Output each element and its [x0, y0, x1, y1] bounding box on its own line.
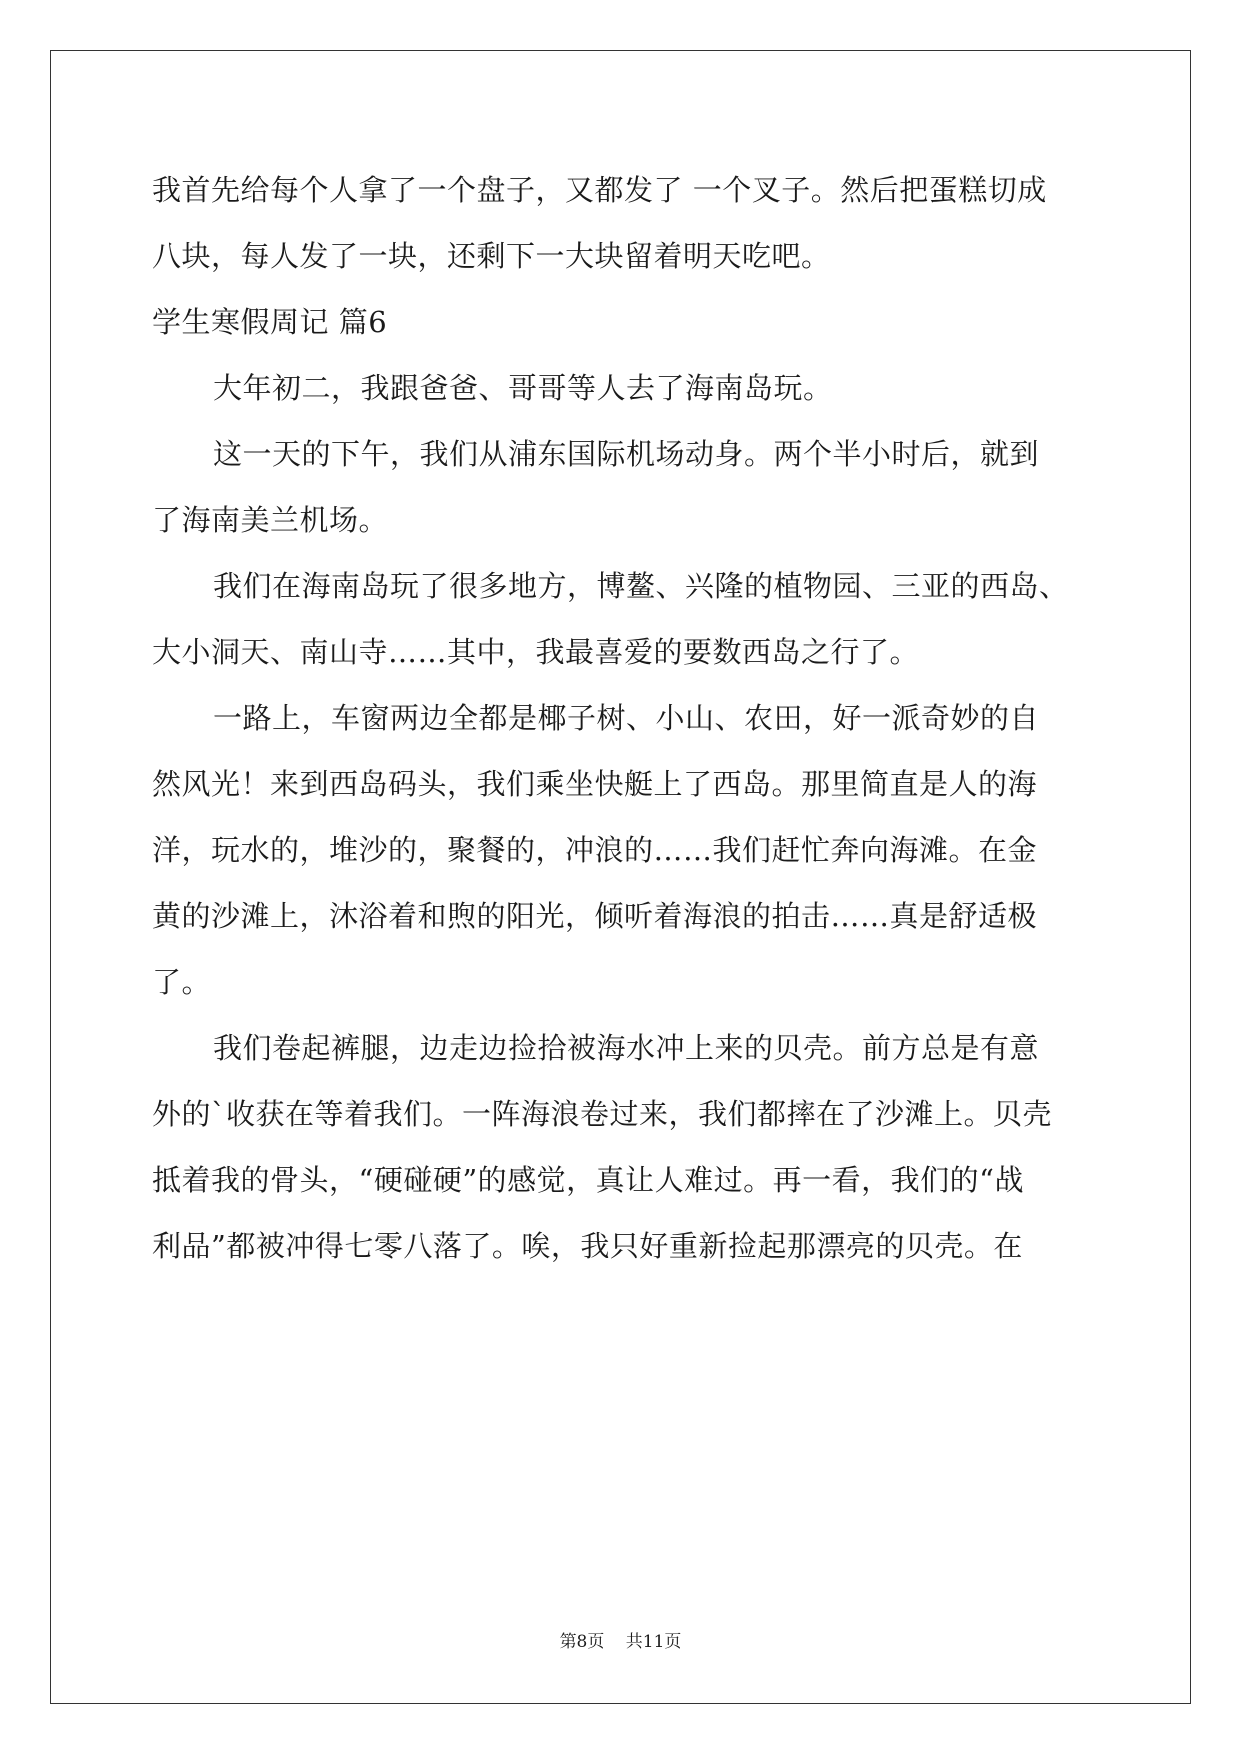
text-line: 我们卷起裤腿，边走边捡拾被海水冲上来的贝壳。前方总是有意 — [213, 1031, 1040, 1065]
section-title: 学生寒假周记 篇6 — [152, 305, 388, 339]
text-line: 外的`收获在等着我们。一阵海浪卷过来，我们都摔在了沙滩上。贝壳 — [152, 1097, 1053, 1131]
text-line: 然风光！来到西岛码头，我们乘坐快艇上了西岛。那里简直是人的海 — [152, 767, 1038, 801]
text-line: 洋，玩水的，堆沙的，聚餐的，冲浪的……我们赶忙奔向海滩。在金 — [152, 833, 1038, 867]
text-line: 我首先给每个人拿了一个盘子，又都发了 一个叉子。然后把蛋糕切成 — [152, 173, 1047, 207]
page-border — [50, 50, 1191, 1704]
text-line: 黄的沙滩上，沐浴着和煦的阳光，倾听着海浪的拍击……真是舒适极 — [152, 899, 1038, 933]
text-line: 这一天的下午，我们从浦东国际机场动身。两个半小时后，就到 — [213, 437, 1040, 471]
text-line: 一路上，车窗两边全都是椰子树、小山、农田，好一派奇妙的自 — [213, 701, 1040, 735]
page-number: 第8页 — [559, 1632, 605, 1652]
text-line: 利品”都被冲得七零八落了。唉，我只好重新捡起那漂亮的贝壳。在 — [152, 1229, 1023, 1263]
text-line: 大小洞天、南山寺……其中，我最喜爱的要数西岛之行了。 — [152, 635, 920, 669]
text-line: 了。 — [152, 965, 212, 999]
page-total: 共11页 — [625, 1632, 682, 1652]
text-line: 大年初二，我跟爸爸、哥哥等人去了海南岛玩。 — [213, 371, 833, 405]
text-line: 我们在海南岛玩了很多地方，博鳌、兴隆的植物园、三亚的西岛、 — [213, 569, 1069, 603]
text-line: 抵着我的骨头，“硬碰硬”的感觉，真让人难过。再一看，我们的“战 — [152, 1163, 1024, 1197]
text-line: 八块，每人发了一块，还剩下一大块留着明天吃吧。 — [152, 239, 831, 273]
page-footer — [0, 1630, 1241, 1654]
text-line: 了海南美兰机场。 — [152, 503, 389, 537]
